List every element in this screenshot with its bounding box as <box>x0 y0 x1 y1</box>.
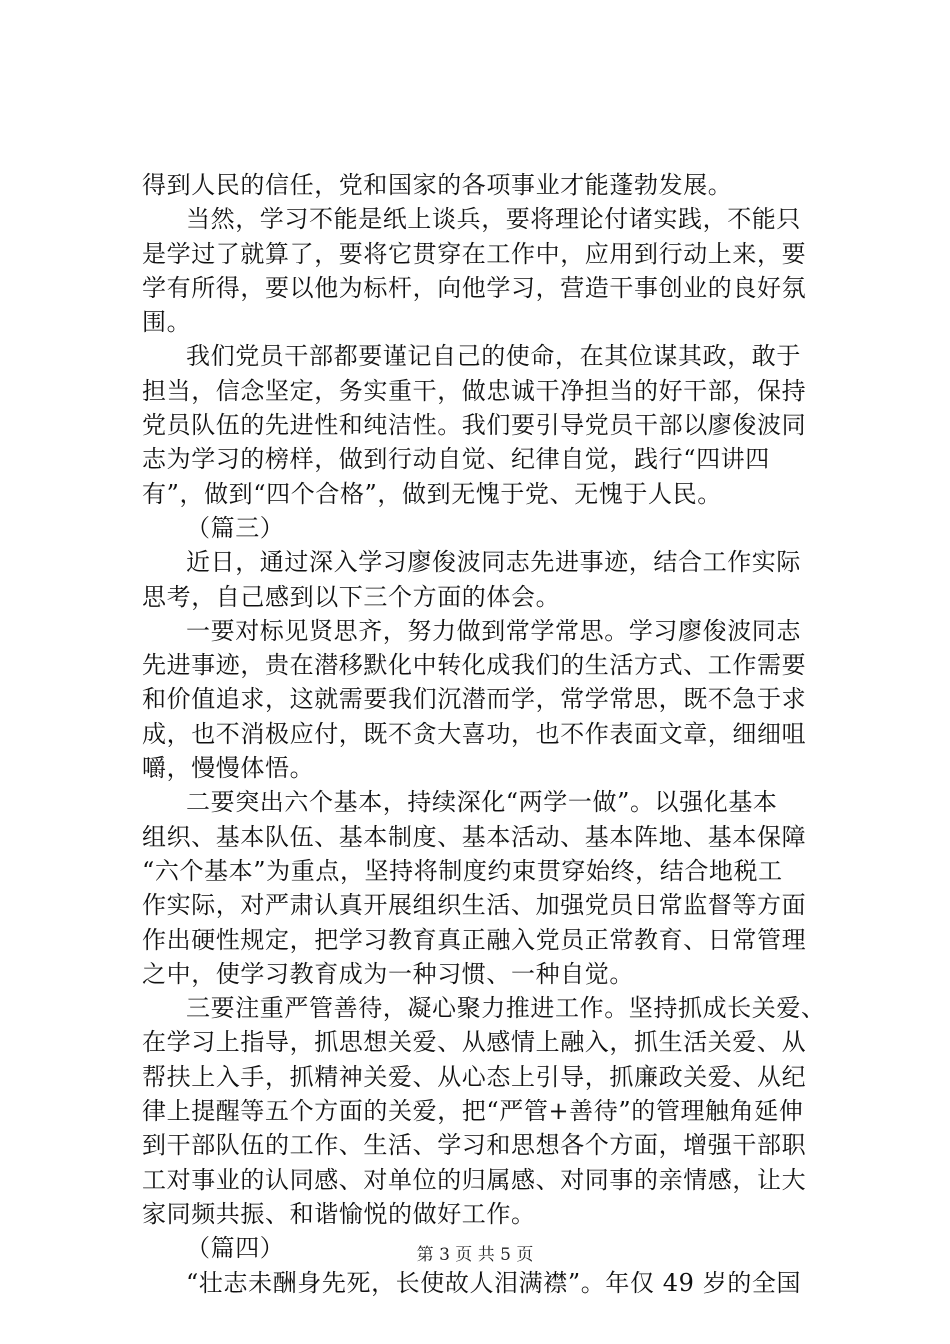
document-body <box>142 168 842 1300</box>
text-line: 成，也不消极应付，既不贪大喜功，也不作表面文章，细细咀 <box>142 719 807 748</box>
text-line: 担当，信念坚定，务实重干，做忠诚干净担当的好干部，保持 <box>142 376 807 405</box>
text-line: （篇三） <box>186 513 285 542</box>
text-line: 组织、基本队伍、基本制度、基本活动、基本阵地、基本保障 <box>142 822 807 851</box>
text-line: 党员队伍的先进性和纯洁性。我们要引导党员干部以廖俊波同 <box>142 411 807 440</box>
text-line: 之中，使学习教育成为一种习惯、一种自觉。 <box>142 959 634 988</box>
text-line: 家同频共振、和谐愉悦的做好工作。 <box>142 1199 536 1228</box>
text-line: 我们党员干部都要谨记自己的使命，在其位谋其政，敢于 <box>186 342 801 371</box>
text-line: 当然，学习不能是纸上谈兵，要将理论付诸实践，不能只 <box>186 205 801 234</box>
text-line: 帮扶上入手，抓精神关爱、从心态上引导，抓廉政关爱、从纪 <box>142 1062 807 1091</box>
page-footer: 第 3 页 共 5 页 <box>416 1245 534 1265</box>
text-line: 围。 <box>142 308 192 337</box>
text-line: 二要突出六个基本，持续深化“两学一做”。以强化基本 <box>186 788 778 817</box>
text-line: “壮志未酬身先死，长使故人泪满襟”。年仅 49 岁的全国 <box>186 1268 802 1297</box>
text-line: 先进事迹，贵在潜移默化中转化成我们的生活方式、工作需要 <box>142 651 807 680</box>
text-line: 志为学习的榜样，做到行动自觉、纪律自觉，践行“四讲四 <box>142 445 770 474</box>
text-line: 有”，做到“四个合格”，做到无愧于党、无愧于人民。 <box>142 479 722 508</box>
text-line: 到干部队伍的工作、生活、学习和思想各个方面，增强干部职 <box>142 1131 807 1160</box>
text-line: 作实际，对严肃认真开展组织生活、加强党员日常监督等方面 <box>142 891 807 920</box>
text-line: 嚼，慢慢体悟。 <box>142 754 315 783</box>
text-line: 和价值追求，这就需要我们沉潜而学，常学常思，既不急于求 <box>142 685 807 714</box>
text-line: 在学习上指导，抓思想关爱、从感情上融入，抓生活关爱、从 <box>142 1028 807 1057</box>
text-line: 作出硬性规定，把学习教育真正融入党员正常教育、日常管理 <box>142 925 807 954</box>
text-line: 工对事业的认同感、对单位的归属感、对同事的亲情感，让大 <box>142 1165 807 1194</box>
text-line: 学有所得，要以他为标杆，向他学习，营造干事创业的良好氛 <box>142 273 807 302</box>
text-line: 思考，自己感到以下三个方面的体会。 <box>142 582 561 611</box>
text-line: （篇四） <box>186 1234 285 1263</box>
text-line: 律上提醒等五个方面的关爱，把“严管+善待”的管理触角延伸 <box>142 1097 804 1126</box>
text-line: 得到人民的信任，党和国家的各项事业才能蓬勃发展。 <box>142 171 733 199</box>
text-line: 近日，通过深入学习廖俊波同志先进事迹，结合工作实际 <box>186 548 801 577</box>
text-line: 是学过了就算了，要将它贯穿在工作中，应用到行动上来，要 <box>142 239 807 268</box>
text-line: 三要注重严管善待，凝心聚力推进工作。坚持抓成长关爱、 <box>186 994 826 1023</box>
text-line: 一要对标见贤思齐，努力做到常学常思。学习廖俊波同志 <box>186 616 801 645</box>
text-line: “六个基本”为重点，坚持将制度约束贯穿始终，结合地税工 <box>142 856 783 885</box>
